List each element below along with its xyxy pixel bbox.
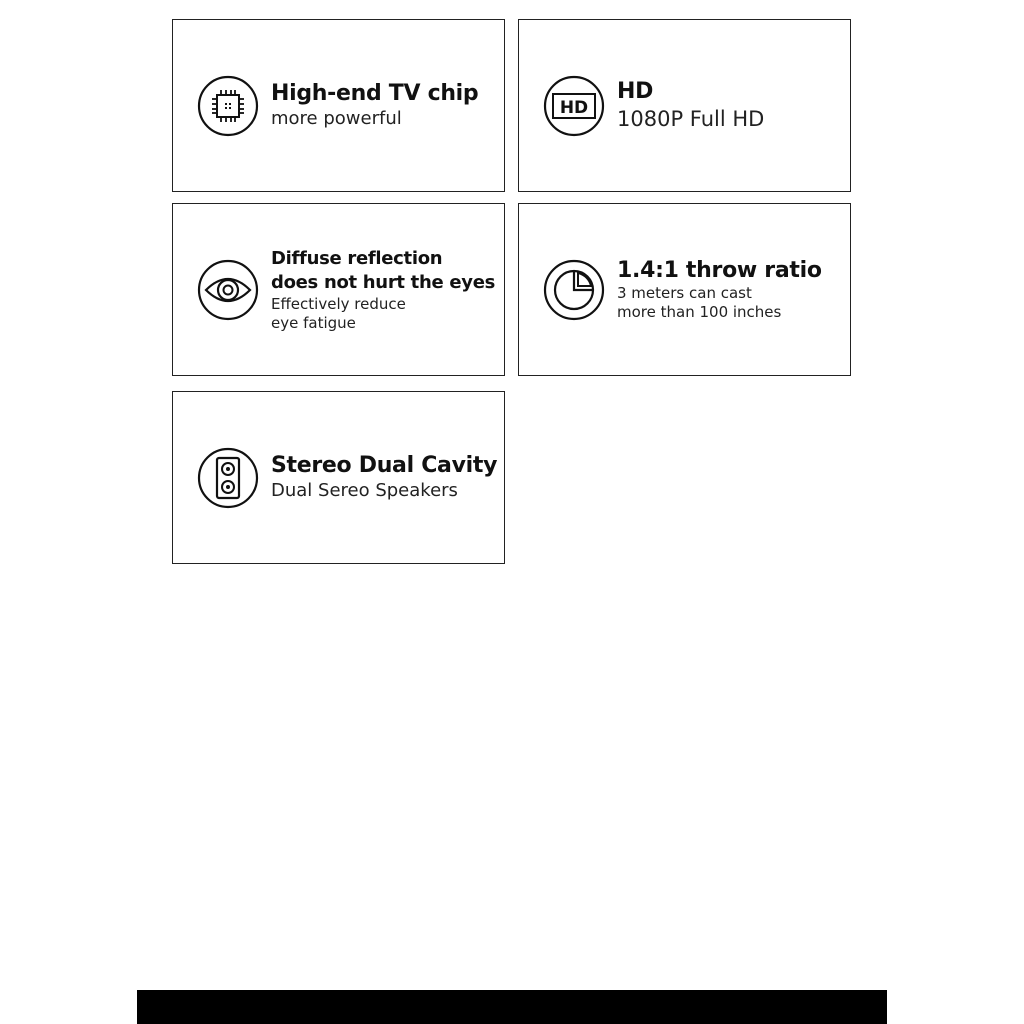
eye-icon	[197, 259, 259, 321]
feature-subtitle-line: 1080P Full HD	[617, 106, 765, 131]
footer-bar	[137, 990, 887, 1024]
feature-subtitle-line: eye fatigue	[271, 313, 356, 332]
feature-subtitle-line: more powerful	[271, 107, 402, 129]
feature-subtitle-line: more than 100 inches	[617, 302, 782, 321]
feature-subtitle-line: 3 meters can cast	[617, 283, 752, 302]
chip-icon	[197, 75, 259, 137]
feature-text	[617, 204, 844, 375]
feature-subtitle	[271, 479, 498, 503]
feature-title	[271, 247, 498, 295]
feature-title-line: HD	[617, 78, 654, 104]
feature-title-line: Diffuse reflection	[271, 247, 443, 269]
feature-subtitle	[617, 105, 844, 133]
feature-title-line: High-end TV chip	[271, 80, 479, 106]
speaker-icon	[197, 447, 259, 509]
feature-subtitle-line: Dual Sereo Speakers	[271, 479, 458, 501]
feature-card-speakers	[172, 391, 505, 564]
pie-chart-icon	[543, 259, 605, 321]
feature-card-hd	[518, 19, 851, 192]
feature-card-chip	[172, 19, 505, 192]
feature-title-line: Stereo Dual Cavity	[271, 452, 498, 478]
feature-title	[617, 258, 844, 284]
feature-subtitle	[617, 284, 844, 322]
feature-subtitle-line: Effectively reduce	[271, 294, 406, 313]
feature-title-line: 1.4:1 throw ratio	[617, 257, 822, 283]
feature-title	[617, 79, 844, 105]
hd-icon-label: HD	[559, 98, 589, 118]
feature-subtitle	[271, 295, 498, 333]
feature-title-line: does not hurt the eyes	[271, 271, 496, 293]
feature-card-throw-ratio	[518, 203, 851, 376]
feature-text	[271, 392, 498, 563]
feature-text	[271, 20, 498, 191]
feature-card-eye	[172, 203, 505, 376]
feature-subtitle	[271, 107, 498, 131]
feature-text	[617, 20, 844, 191]
hd-icon	[543, 75, 605, 137]
feature-title	[271, 81, 498, 107]
feature-title	[271, 453, 498, 479]
feature-text	[271, 204, 498, 375]
